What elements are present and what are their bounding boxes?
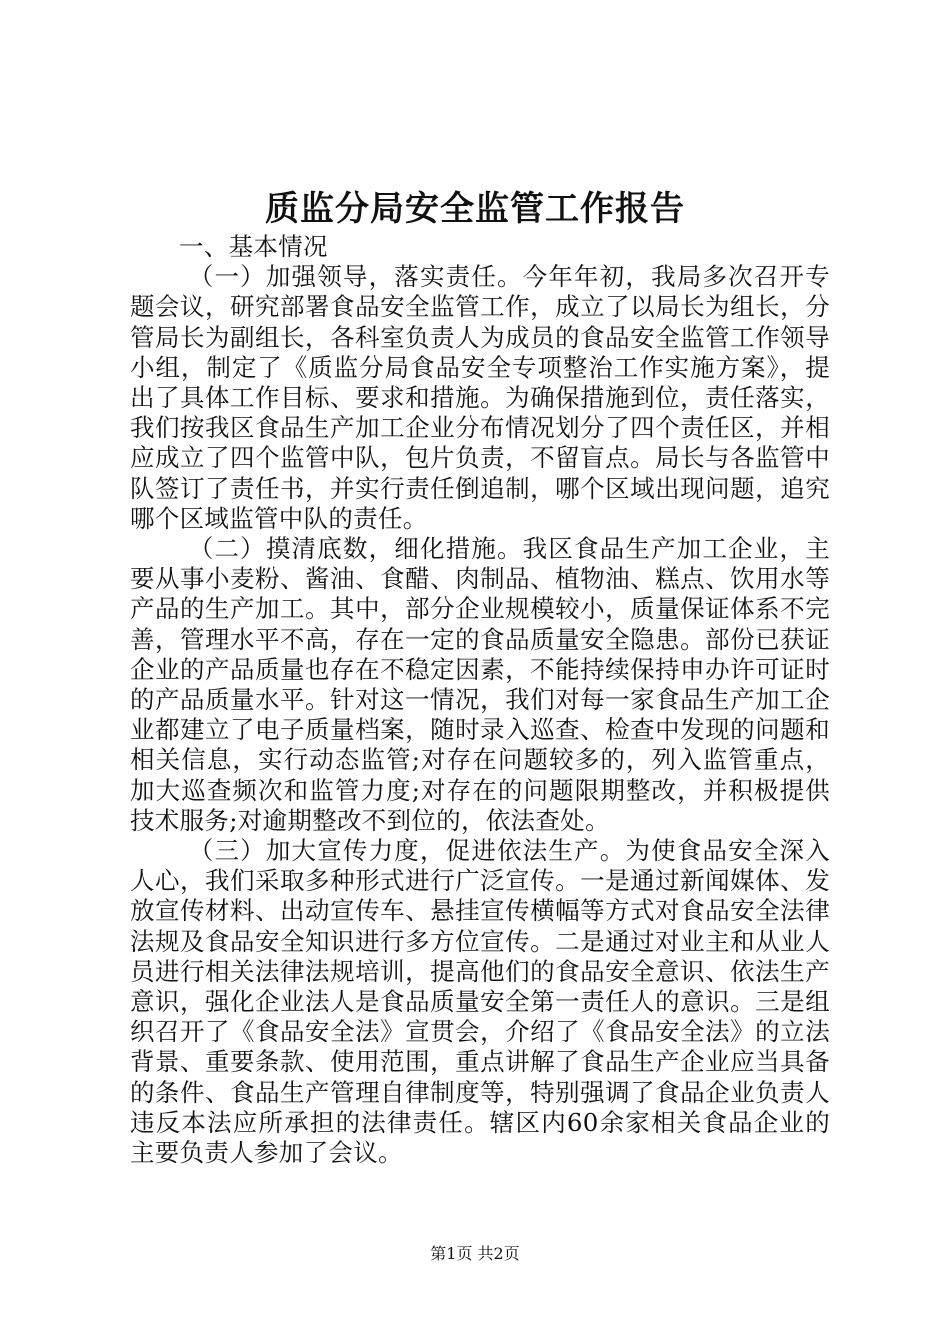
document-title: 质监分局安全监管工作报告: [265, 189, 685, 229]
section-heading: 一、基本情况: [179, 232, 328, 261]
page-footer: 第1页 共2页: [430, 1244, 520, 1263]
paragraph-1: （一）加强领导，落实责任。今年年初，我局多次召开专题会议，研究部署食品安全监管工作，成立了以局长为组长，分管局长为副组长，各科室负责人为成员的食品安全监管工作领导小组，制定了《质监分局食品安全专项整治工作实施方案》，提出了具体工作目标、要求和措施。为确保措施到位，责任落实，我们按我区食品生产加工企业分布情况划分了四个责任区，并相应成立了四个监管中队，包片负责，不留盲点。局长与各监管中队签订了责任书，并实行责任倒追制，哪个区域出现问题，追究哪个区域监管中队的责任。: [130, 262, 830, 533]
paragraph-2: （二）摸清底数，细化措施。我区食品生产加工企业，主要从事小麦粉、酱油、食醋、肉制品、植物油、糕点、饮用水等产品的生产加工。其中，部分企业规模较小，质量保证体系不完善，管理水平不高，存在一定的食品质量安全隐患。部份已获证企业的产品质量也存在不稳定因素，不能持续保持申办许可证时的产品质量水平。针对这一情况，我们对每一家食品生产加工企业都建立了电子质量档案，随时录入巡查、检查中发现的问题和相关信息，实行动态监管;对存在问题较多的，列入监管重点，加大巡查频次和监管力度;对存在的问题限期整改，并积极提供技术服务;对逾期整改不到位的，依法查处。: [130, 534, 830, 835]
document-body: [130, 232, 830, 1168]
paragraph-3: （三）加大宣传力度，促进依法生产。为使食品安全深入人心，我们采取多种形式进行广泛宣传。一是通过新闻媒体、发放宣传材料、出动宣传车、悬挂宣传横幅等方式对食品安全法律法规及食品安全知识进行多方位宣传。二是通过对业主和从业人员进行相关法律法规培训，提高他们的食品安全意识、依法生产意识，强化企业法人是食品质量安全第一责任人的意识。三是组织召开了《食品安全法》宣贯会，介绍了《食品安全法》的立法背景、重要条款、使用范围，重点讲解了食品生产企业应当具备的条件、食品生产管理自律制度等，特别强调了食品企业负责人违反本法应所承担的法律责任。辖区内60余家相关食品企业的主要负责人参加了会议。: [130, 836, 830, 1168]
